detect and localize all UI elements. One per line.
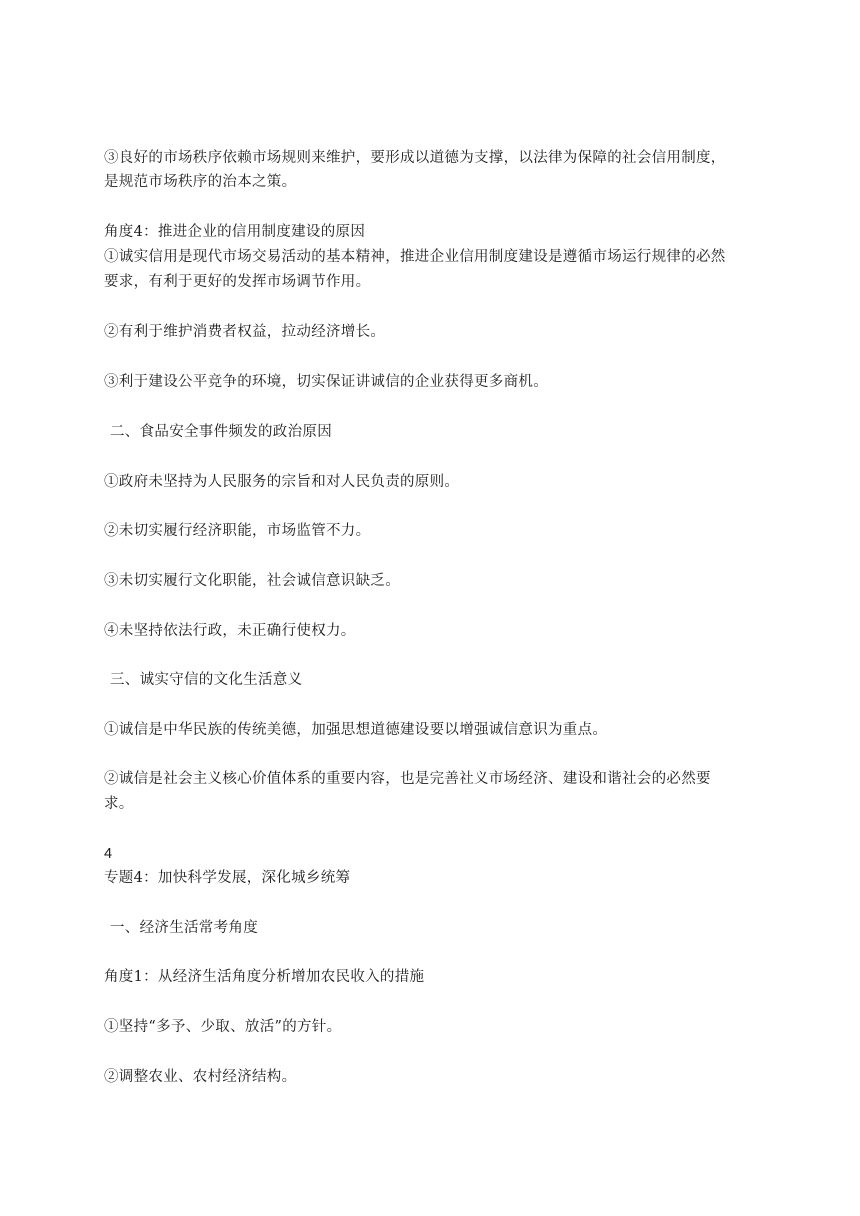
section-heading: 角度4：推进企业的信用制度建设的原因 — [104, 224, 366, 240]
topic-title: 专题4：加快科学发展，深化城乡统筹 — [104, 870, 351, 886]
section-heading: 三、诚实守信的文化生活意义 — [110, 672, 303, 688]
paragraph-line: ①政府未坚持为人民服务的宗旨和对人民负责的原则。 — [104, 474, 460, 490]
paragraph-line: ①诚信是中华民族的传统美德，加强思想道德建设要以增强诚信意识为重点。 — [104, 722, 608, 738]
paragraph-line: ②有利于维护消费者权益，拉动经济增长。 — [104, 324, 386, 340]
paragraph-line: ③利于建设公平竞争的环境，切实保证讲诚信的企业获得更多商机。 — [104, 374, 548, 390]
section-heading: 二、食品安全事件频发的政治原因 — [110, 424, 332, 440]
paragraph-line: ②诚信是社会主义核心价值体系的重要内容，也是完善社义市场经济、建设和谐社会的必然要 — [104, 771, 711, 787]
paragraph-line: ②未切实履行经济职能，市场监管不力。 — [104, 523, 371, 539]
paragraph-line: ④未坚持依法行政，未正确行使权力。 — [104, 623, 356, 639]
paragraph-line: ①诚实信用是现代市场交易活动的基本精神，推进企业信用制度建设是遵循市场运行规律的必然 — [104, 249, 726, 265]
paragraph-line: 求。 — [104, 796, 134, 812]
paragraph-line: ①坚持“多予、少取、放活”的方针。 — [104, 1019, 342, 1035]
section-heading: 角度1：从经济生活角度分析增加农民收入的措施 — [104, 969, 425, 985]
section-heading: 一、经济生活常考角度 — [110, 920, 258, 936]
paragraph-line: ③未切实履行文化职能，社会诚信意识缺乏。 — [104, 573, 400, 589]
paragraph-line: ③良好的市场秩序依赖市场规则来维护，要形成以道德为支撑，以法律为保障的社会信用制度， — [104, 150, 726, 166]
paragraph-line: 要求，有利于更好的发挥市场调节作用。 — [104, 274, 371, 290]
page-number: 4 — [104, 846, 113, 862]
paragraph-line: ②调整农业、农村经济结构。 — [104, 1069, 297, 1085]
paragraph-line: 是规范市场秩序的治本之策。 — [104, 174, 297, 190]
